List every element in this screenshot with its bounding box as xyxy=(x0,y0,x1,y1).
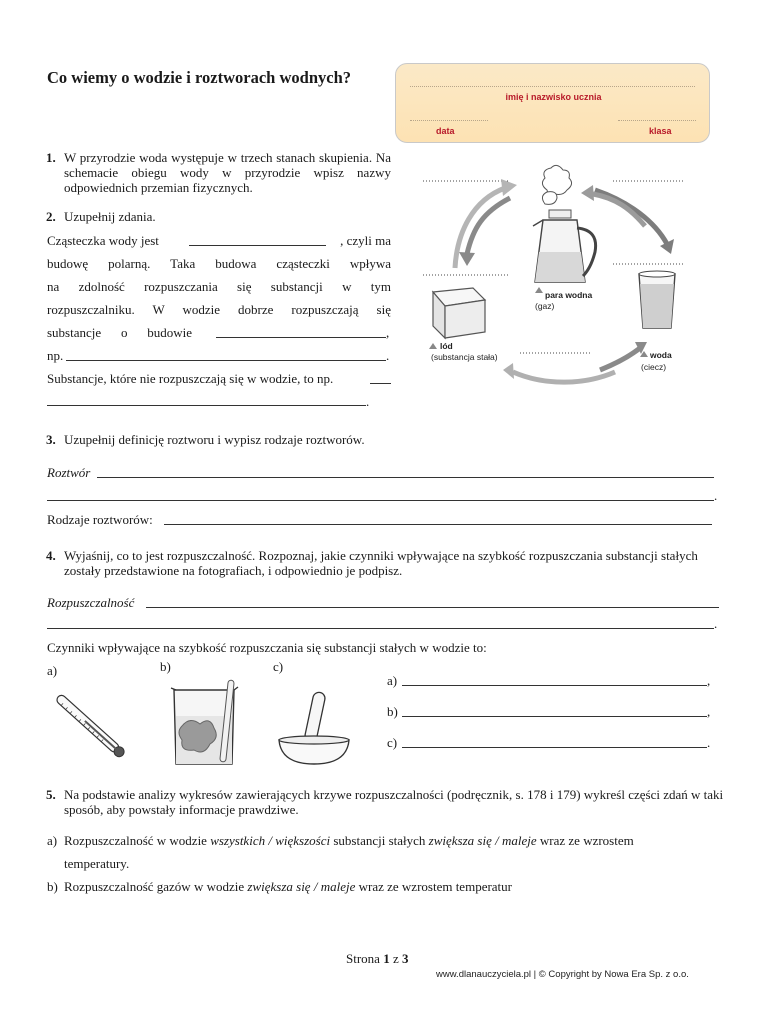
glass-of-water-icon xyxy=(639,271,675,328)
q3-number: 3. xyxy=(46,432,56,447)
q2-line7: Substancje, które nie rozpuszczają się w wodzie, to np. xyxy=(47,371,334,386)
class-field-line[interactable] xyxy=(618,120,696,121)
q2-line4: rozpuszczalniku. W wodzie dobrze rozpuszczają się xyxy=(47,302,391,317)
answer-b-label: b) xyxy=(387,704,398,719)
q4-text: Wyjaśnij, co to jest rozpuszczalność. Rozpoznaj, jakie czynniki wpływające na szybkość rozpuszczania substancji stałych zostały przedstawione na fotografiach, i odpowiednio je podpisz. xyxy=(64,548,698,578)
q3-roztwor-line[interactable] xyxy=(97,477,714,478)
steam-sublabel: (gaz) xyxy=(535,301,555,311)
q3-dot: . xyxy=(714,488,718,503)
answer-c-line[interactable] xyxy=(402,747,707,748)
mortar-pestle-icon xyxy=(275,688,355,768)
q2-line6-np: np. xyxy=(47,348,64,363)
q5-number: 5. xyxy=(46,787,56,802)
photo-a-label: a) xyxy=(47,663,58,678)
water-sublabel: (ciecz) xyxy=(641,362,667,372)
q2-line1-end: , czyli ma xyxy=(340,233,391,248)
q5-b-label: b) xyxy=(47,879,58,894)
q3-text: Uzupełnij definicję roztworu i wypisz rodzaje roztworów. xyxy=(64,432,365,447)
q2-blank-4a[interactable] xyxy=(370,383,391,384)
q2-line6-dot: . xyxy=(386,348,390,363)
ice-sublabel: (substancja stała) xyxy=(431,352,498,362)
answer-c-label: c) xyxy=(387,735,398,750)
q2-line5-comma: , xyxy=(386,325,390,340)
kettle-icon xyxy=(533,165,596,282)
answer-a-label: a) xyxy=(387,673,398,688)
q5-a-continued: temperatury. xyxy=(64,856,130,871)
thermometer-icon xyxy=(50,688,135,768)
q2-number: 2. xyxy=(46,209,56,224)
q2-blank-4b[interactable] xyxy=(47,405,366,406)
q4-number: 4. xyxy=(46,548,56,563)
q1-text: W przyrodzie woda występuje w trzech stanach skupienia. Na schemacie obiegu wody w przyrodzie wpisz nazwy odpowiednich przemian fizycznych. xyxy=(64,150,391,195)
q2-line5-start: substancje o budowie xyxy=(47,325,192,340)
ice-cube-icon xyxy=(433,288,485,338)
page-number: Strona 1 z 3 xyxy=(346,951,409,966)
answer-b-comma: , xyxy=(707,704,711,719)
water-label: woda xyxy=(650,350,672,360)
student-name-label: imię i nazwisko ucznia xyxy=(505,92,602,102)
q4-factors: Czynniki wpływające na szybkość rozpuszczania się substancji stałych w wodzie to: xyxy=(47,640,487,655)
q2-blank-1[interactable] xyxy=(189,245,326,246)
q3-roztwor-label: Roztwór xyxy=(47,465,91,480)
photo-c-label: c) xyxy=(273,659,284,674)
q5-a-option-2[interactable]: zwiększa się / maleje xyxy=(428,833,537,848)
q1-number: 1. xyxy=(46,150,56,165)
steam-marker-icon xyxy=(535,287,543,293)
ice-label: lód xyxy=(440,341,453,351)
q4-dot: . xyxy=(714,616,718,631)
q3-rodzaje-label: Rodzaje roztworów: xyxy=(47,512,153,527)
footer-copyright: www.dlanauczyciela.pl | © Copyright by Nowa Era Sp. z o.o. xyxy=(436,969,689,980)
q4-rozp-line[interactable] xyxy=(146,607,719,608)
beaker-stirring-icon xyxy=(168,678,248,768)
answer-a-line[interactable] xyxy=(402,685,707,686)
q5-a-sentence: Rozpuszczalność w wodzie wszystkich / większości substancji stałych zwiększa się / maleje wraz ze wzrostem xyxy=(64,833,634,848)
q4-rozp-line-2[interactable] xyxy=(47,628,714,629)
q3-roztwor-line-2[interactable] xyxy=(47,500,714,501)
q2-line3: na zdolność rozpuszczania się substancji w tym xyxy=(47,279,391,294)
q4-rozp-label: Rozpuszczalność xyxy=(47,595,135,610)
q5-a-option-1[interactable]: wszystkich / większości xyxy=(210,833,331,848)
date-field-line[interactable] xyxy=(410,120,488,121)
name-field-line[interactable] xyxy=(410,86,695,87)
date-label: data xyxy=(436,126,455,136)
student-info-box xyxy=(395,63,710,143)
photo-b-label: b) xyxy=(160,659,171,674)
arrow-steam-to-ice xyxy=(459,198,510,266)
answer-b-line[interactable] xyxy=(402,716,707,717)
page-title: Co wiemy o wodzie i roztworach wodnych? xyxy=(47,68,351,87)
q5-b-option[interactable]: zwiększa się / maleje xyxy=(247,879,356,894)
q2-blank-2[interactable] xyxy=(216,337,386,338)
q2-line1-start: Cząsteczka wody jest xyxy=(47,233,159,248)
arrow-water-to-steam xyxy=(581,185,645,226)
q5-b-sentence: Rozpuszczalność gazów w wodzie zwiększa się / maleje wraz ze wzrostem temperatur xyxy=(64,879,513,894)
steam-label: para wodna xyxy=(545,290,593,300)
q2-line2: budowę polarną. Taka budowa cząsteczki wpływa xyxy=(47,256,391,271)
ice-marker-icon xyxy=(429,343,437,349)
q2-intro: Uzupełnij zdania. xyxy=(64,209,156,224)
class-label: klasa xyxy=(649,126,672,136)
arrow-ice-to-water xyxy=(525,342,647,372)
q2-line8-dot: . xyxy=(366,394,370,409)
answer-a-comma: , xyxy=(707,673,711,688)
answer-c-dot: . xyxy=(707,735,711,750)
q3-rodzaje-line[interactable] xyxy=(164,524,712,525)
q2-blank-3[interactable] xyxy=(66,360,386,361)
q5-a-label: a) xyxy=(47,833,58,848)
q5-text: Na podstawie analizy wykresów zawierających krzywe rozpuszczalności (podręcznik, s. 178 i 179) wykreśl części zdań w taki sposób, aby powstały informacje prawdziwe. xyxy=(64,787,724,817)
